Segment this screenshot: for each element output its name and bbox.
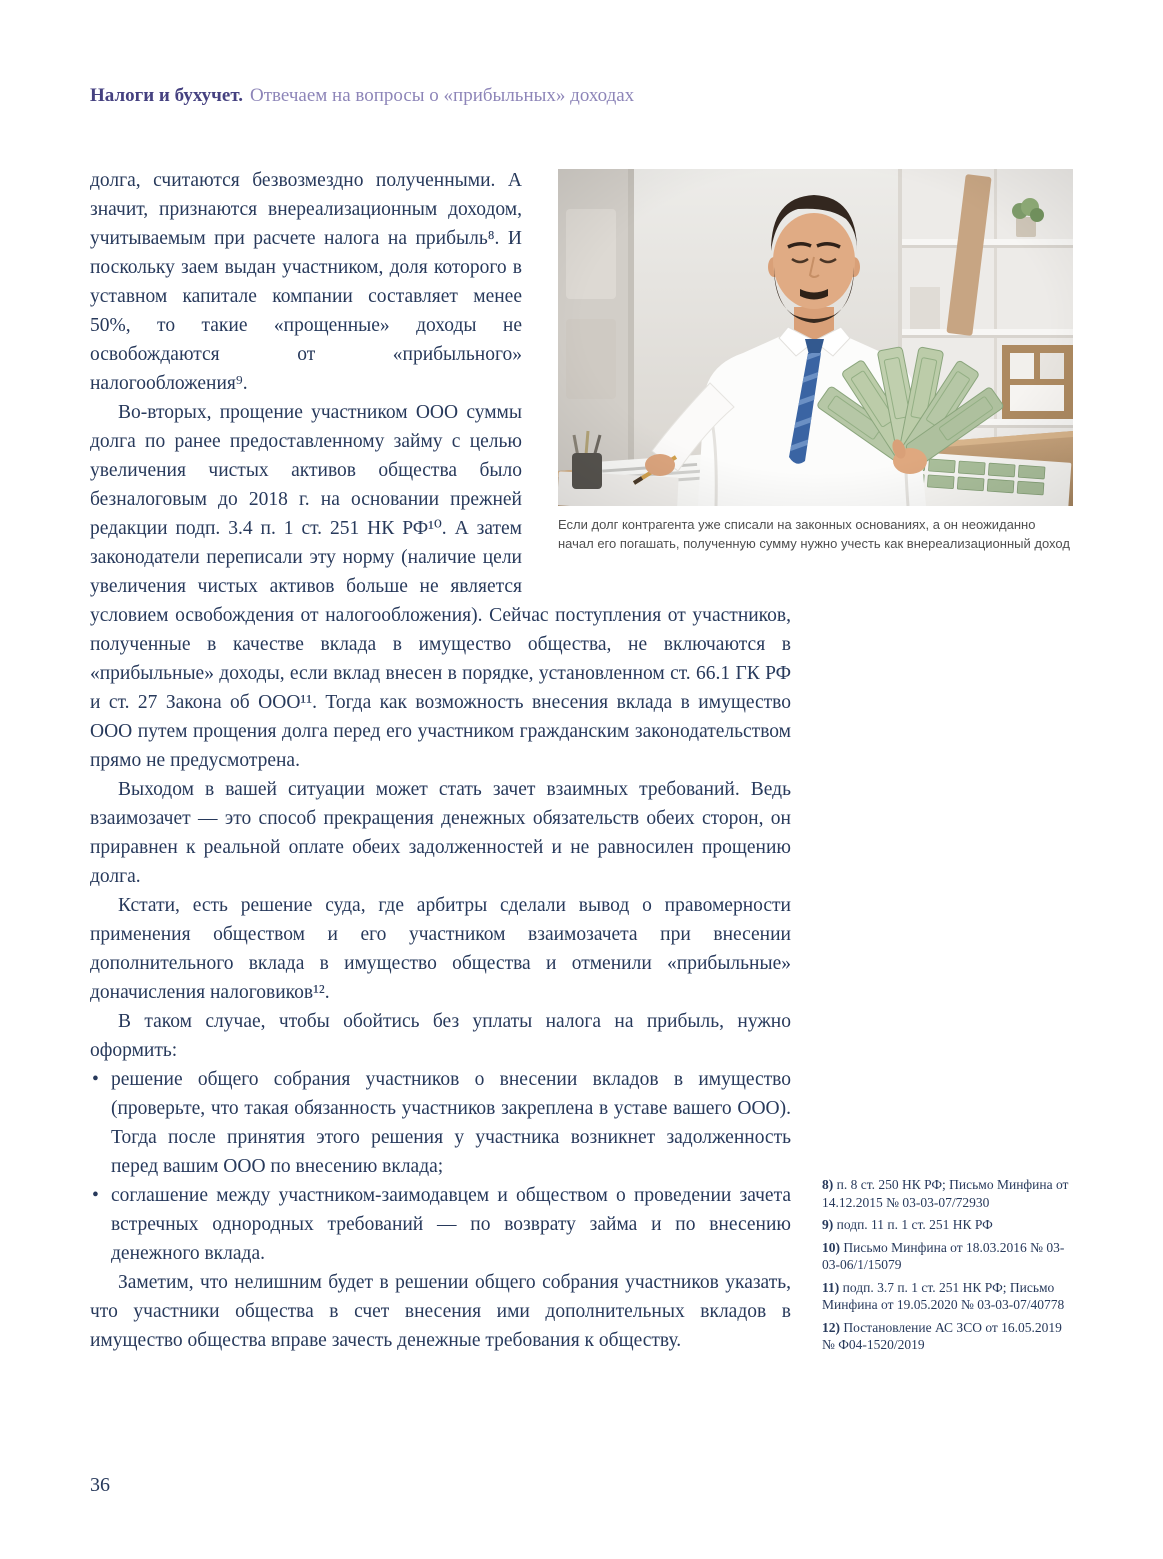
- footnote-number: 11): [822, 1279, 840, 1295]
- footnote-number: 9): [822, 1217, 834, 1232]
- section-subtitle: Отвечаем на вопросы о «прибыльных» доходах: [249, 85, 635, 106]
- footnote: [822, 1176, 1074, 1211]
- footnote-number: 10): [822, 1239, 840, 1255]
- footnotes: [822, 1176, 1074, 1359]
- paragraph-1: долга, считаются безвозмездно полученными. А значит, признаются внереализационным доходом, учитываемым при расчете налога на прибыль⁸. И поскольку заем выдан участником, доля которого в уставном капитале компании составляет менее 50%, то такие «прощенные» доходы не освобождаются от «прибыльного» налогообложения⁹.: [90, 170, 522, 394]
- footnote-text: п. 8 ст. 250 НК РФ; Письмо Минфина от 14.12.2015 № 03-03-07/72930: [822, 1177, 1069, 1210]
- paragraph-6: Заметим, что нелишним будет в решении общего собрания участников указать, что участники общества в счет внесения ими дополнительных вкладов в имущество общества вправе зачесть денежные требования к обществу.: [90, 1272, 791, 1351]
- bullet-item: • решение общего собрания участников о внесении вкладов в имущество (проверьте, что такая обязанность участников закреплена в уставе вашего ООО). Тогда после принятия этого решения у участника возникнет задолженность перед вашим ООО по внесению вклада;: [90, 1065, 791, 1181]
- paragraph-2: Во-вторых, прощение участником ООО суммы долга по ранее предоставленному займу с целью увеличения чистых активов общества было безналоговым до 2018 г. на основании прежней редакции подп. 3.4 п. 1 ст. 251 НК РФ¹⁰. А затем законодатели переписали эту норму (наличие цели увеличения чистых активов больше не является условием освобождения от налогообложения). Сейчас поступления от участников, полученные в качестве вклада в имущество общества, не включаются в «прибыльные» доходы, если вклад внесен в порядке, установленном ст. 66.1 ГК РФ и ст. 27 Закона об ООО¹¹. Тогда как возможность внесения вклада в имущество ООО путем прощения долга перед его участником гражданским законодательством прямо не предусмотрена.: [90, 402, 791, 771]
- footnote: [822, 1239, 1074, 1274]
- page-number: 36: [90, 1474, 110, 1496]
- footnote-number: 12): [822, 1319, 840, 1335]
- footnote: [822, 1319, 1074, 1354]
- businessman-illustration: [558, 169, 1073, 506]
- section-title: Налоги и бухучет.: [90, 85, 243, 106]
- bullet-list: [90, 1065, 791, 1268]
- bullet-item: • соглашение между участником-заимодавцем и обществом о проведении зачета встречных однородных требований — по возврату займа и по внесению денежного вклада.: [90, 1181, 791, 1268]
- paragraph-5: В таком случае, чтобы обойтись без уплаты налога на прибыль, нужно оформить:: [90, 1011, 791, 1061]
- photo-vignette: [558, 169, 1073, 506]
- photo-block: [558, 169, 1073, 553]
- footnote-text: Письмо Минфина от 18.03.2016 № 03-03-06/1/15079: [822, 1239, 1065, 1272]
- paragraph-3: Выходом в вашей ситуации может стать зачет взаимных требований. Ведь взаимозачет — это способ прекращения денежных обязательств обеих сторон, он приравнен к реальной оплате обеих задолженностей и не равносилен прощению долга.: [90, 779, 791, 887]
- footnote-text: подп. 3.7 п. 1 ст. 251 НК РФ; Письмо Минфина от 19.05.2020 № 03-03-07/40778: [822, 1279, 1065, 1312]
- footnote-text: Постановление АС ЗСО от 16.05.2019 № Ф04-1520/2019: [822, 1319, 1062, 1352]
- section-header: [90, 84, 634, 108]
- photo-caption: Если долг контрагента уже списали на законных основаниях, а он неожиданно начал его погашать, полученную сумму нужно учесть как внереализационный доход: [558, 517, 1070, 551]
- footnote: [822, 1279, 1074, 1314]
- footnote: [822, 1216, 1074, 1234]
- footnote-text: подп. 11 п. 1 ст. 251 НК РФ: [836, 1217, 993, 1232]
- footnote-number: 8): [822, 1177, 834, 1192]
- businessman-photo: [558, 169, 1073, 506]
- paragraph-4: Кстати, есть решение суда, где арбитры сделали вывод о правомерности применения обществом и его участником взаимозачета при внесении дополнительного вклада в имущество общества и отменили «прибыльные» доначисления налоговиков¹².: [90, 895, 791, 1003]
